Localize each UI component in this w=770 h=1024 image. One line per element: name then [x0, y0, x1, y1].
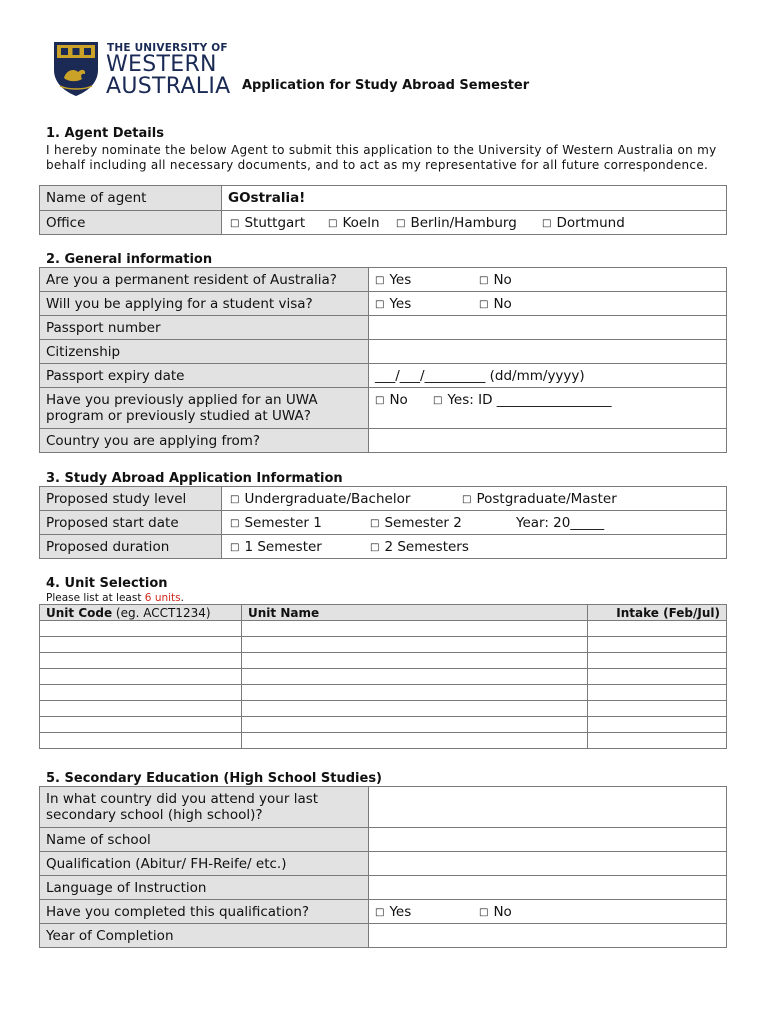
table-row — [40, 701, 727, 717]
agent-intro-text: I hereby nominate the below Agent to submit this application to the University of Western Australia on my behalf including all necessary documents, and to act as my representative for all future correspondence. — [46, 143, 717, 172]
unit-code-cell[interactable] — [40, 669, 242, 685]
logo-line-2: WESTERN — [106, 52, 217, 77]
checkbox-icon: □ — [462, 493, 472, 505]
resident-options — [369, 268, 727, 292]
unit-code-header: Unit Code (eg. ACCT1234) — [40, 605, 242, 621]
qualification-label: Qualification (Abitur/ FH-Reife/ etc.) — [40, 852, 369, 876]
school-name-field[interactable] — [369, 828, 727, 852]
checkbox-icon: □ — [375, 906, 385, 918]
country-applying-label: Country you are applying from? — [40, 429, 369, 453]
intake-cell[interactable] — [588, 621, 727, 637]
section-5-heading: 5. Secondary Education (High School Studies) — [46, 771, 382, 786]
duration-2-semesters-option[interactable]: □ 2 Semesters — [370, 538, 469, 555]
school-country-label: In what country did you attend your last secondary school (high school)? — [40, 787, 369, 828]
visa-options — [369, 292, 727, 316]
country-applying-field[interactable] — [369, 429, 727, 453]
start-date-label: Proposed start date — [40, 511, 222, 535]
checkbox-icon: □ — [230, 493, 240, 505]
agent-name-label: Name of agent — [40, 186, 222, 211]
start-year-field[interactable]: Year: 20_____ — [516, 514, 605, 531]
visa-label: Will you be applying for a student visa? — [40, 292, 369, 316]
visa-no-option[interactable]: □ No — [479, 295, 512, 312]
checkbox-icon: □ — [370, 517, 380, 529]
secondary-education-table — [39, 786, 727, 948]
document-title: Application for Study Abroad Semester — [242, 78, 530, 93]
unit-name-cell[interactable] — [242, 621, 588, 637]
study-info-table — [39, 486, 727, 559]
table-row — [40, 637, 727, 653]
completed-no-option[interactable]: □ No — [479, 903, 512, 920]
checkbox-icon: □ — [479, 906, 489, 918]
intake-cell[interactable] — [588, 717, 727, 733]
office-option-koeln[interactable]: □ Koeln — [328, 214, 380, 231]
passport-number-label: Passport number — [40, 316, 369, 340]
office-option-dortmund[interactable]: □ Dortmund — [542, 214, 625, 231]
unit-name-cell[interactable] — [242, 669, 588, 685]
table-row — [40, 717, 727, 733]
visa-yes-option[interactable]: □ Yes — [375, 295, 412, 312]
table-row — [40, 733, 727, 749]
logo-line-3: AUSTRALIA — [106, 74, 231, 99]
unit-code-cell[interactable] — [40, 653, 242, 669]
completed-yes-option[interactable]: □ Yes — [375, 903, 412, 920]
semester-1-option[interactable]: □ Semester 1 — [230, 514, 322, 531]
language-field[interactable] — [369, 876, 727, 900]
citizenship-field[interactable] — [369, 340, 727, 364]
previous-uwa-no-option[interactable]: □ No — [375, 392, 408, 408]
section-3-heading: 3. Study Abroad Application Information — [46, 471, 343, 486]
general-info-table — [39, 267, 727, 453]
checkbox-icon: □ — [375, 395, 385, 406]
agent-details-table — [39, 185, 727, 235]
unit-name-cell[interactable] — [242, 685, 588, 701]
office-label: Office — [40, 211, 222, 235]
completion-year-label: Year of Completion — [40, 924, 369, 948]
unit-name-cell[interactable] — [242, 717, 588, 733]
unit-selection-hint: Please list at least 6 units. — [46, 592, 184, 604]
intake-cell[interactable] — [588, 701, 727, 717]
checkbox-icon: □ — [479, 274, 489, 286]
checkbox-icon: □ — [375, 274, 385, 286]
qualification-field[interactable] — [369, 852, 727, 876]
checkbox-icon: □ — [230, 517, 240, 529]
duration-options — [222, 535, 727, 559]
checkbox-icon: □ — [396, 217, 406, 229]
logo-line-1: THE UNIVERSITY OF — [107, 42, 228, 54]
section-2-heading: 2. General information — [46, 252, 213, 267]
postgraduate-option[interactable]: □ Postgraduate/Master — [462, 490, 617, 507]
citizenship-label: Citizenship — [40, 340, 369, 364]
unit-name-cell[interactable] — [242, 733, 588, 749]
table-row — [40, 621, 727, 637]
unit-name-cell[interactable] — [242, 653, 588, 669]
passport-expiry-field[interactable]: ___/___/_________ (dd/mm/yyyy) — [369, 364, 727, 388]
unit-name-cell[interactable] — [242, 637, 588, 653]
table-row — [40, 685, 727, 701]
previous-uwa-label: Have you previously applied for an UWA program or previously studied at UWA? — [40, 388, 369, 429]
intake-cell[interactable] — [588, 685, 727, 701]
section-1-heading: 1. Agent Details — [46, 126, 164, 141]
checkbox-icon: □ — [328, 217, 338, 229]
study-level-options — [222, 487, 727, 511]
unit-code-cell[interactable] — [40, 637, 242, 653]
start-date-options — [222, 511, 727, 535]
unit-code-cell[interactable] — [40, 685, 242, 701]
resident-no-option[interactable]: □ No — [479, 271, 512, 288]
unit-code-cell[interactable] — [40, 701, 242, 717]
completion-year-field[interactable] — [369, 924, 727, 948]
school-name-label: Name of school — [40, 828, 369, 852]
office-options — [222, 211, 727, 235]
university-logo — [52, 40, 231, 100]
table-row — [40, 669, 727, 685]
checkbox-icon: □ — [230, 217, 240, 229]
checkbox-icon: □ — [542, 217, 552, 229]
resident-label: Are you a permanent resident of Australia? — [40, 268, 369, 292]
checkbox-icon: □ — [370, 541, 380, 553]
checkbox-icon: □ — [230, 541, 240, 553]
school-country-field[interactable] — [369, 787, 727, 828]
passport-number-field[interactable] — [369, 316, 727, 340]
section-4-heading: 4. Unit Selection — [46, 576, 168, 591]
unit-name-header: Unit Name — [242, 605, 588, 621]
agent-name-value[interactable]: GOstralia! — [222, 186, 727, 211]
previous-uwa-yes-id-option[interactable]: □ Yes: ID _________________ — [433, 392, 612, 408]
checkbox-icon: □ — [375, 298, 385, 310]
study-level-label: Proposed study level — [40, 487, 222, 511]
checkbox-icon: □ — [479, 298, 489, 310]
unit-selection-table — [39, 604, 727, 749]
resident-yes-option[interactable]: □ Yes — [375, 271, 412, 288]
hint-highlight: 6 units — [144, 592, 181, 604]
intake-cell[interactable] — [588, 669, 727, 685]
semester-2-option[interactable]: □ Semester 2 — [370, 514, 462, 531]
university-crest-icon — [52, 40, 100, 97]
intake-cell[interactable] — [588, 653, 727, 669]
undergraduate-option[interactable]: □ Undergraduate/Bachelor — [230, 490, 411, 507]
intake-cell[interactable] — [588, 637, 727, 653]
office-option-berlin-hamburg[interactable]: □ Berlin/Hamburg — [396, 214, 517, 231]
previous-uwa-options — [369, 388, 727, 429]
language-label: Language of Instruction — [40, 876, 369, 900]
unit-code-cell[interactable] — [40, 717, 242, 733]
checkbox-icon: □ — [433, 395, 443, 406]
office-option-stuttgart[interactable]: □ Stuttgart — [230, 214, 306, 231]
passport-expiry-label: Passport expiry date — [40, 364, 369, 388]
intake-cell[interactable] — [588, 733, 727, 749]
completed-label: Have you completed this qualification? — [40, 900, 369, 924]
unit-code-cell[interactable] — [40, 621, 242, 637]
intake-header: Intake (Feb/Jul) — [588, 605, 727, 621]
duration-label: Proposed duration — [40, 535, 222, 559]
unit-code-cell[interactable] — [40, 733, 242, 749]
table-row — [40, 653, 727, 669]
duration-1-semester-option[interactable]: □ 1 Semester — [230, 538, 322, 555]
completed-options — [369, 900, 727, 924]
unit-name-cell[interactable] — [242, 701, 588, 717]
